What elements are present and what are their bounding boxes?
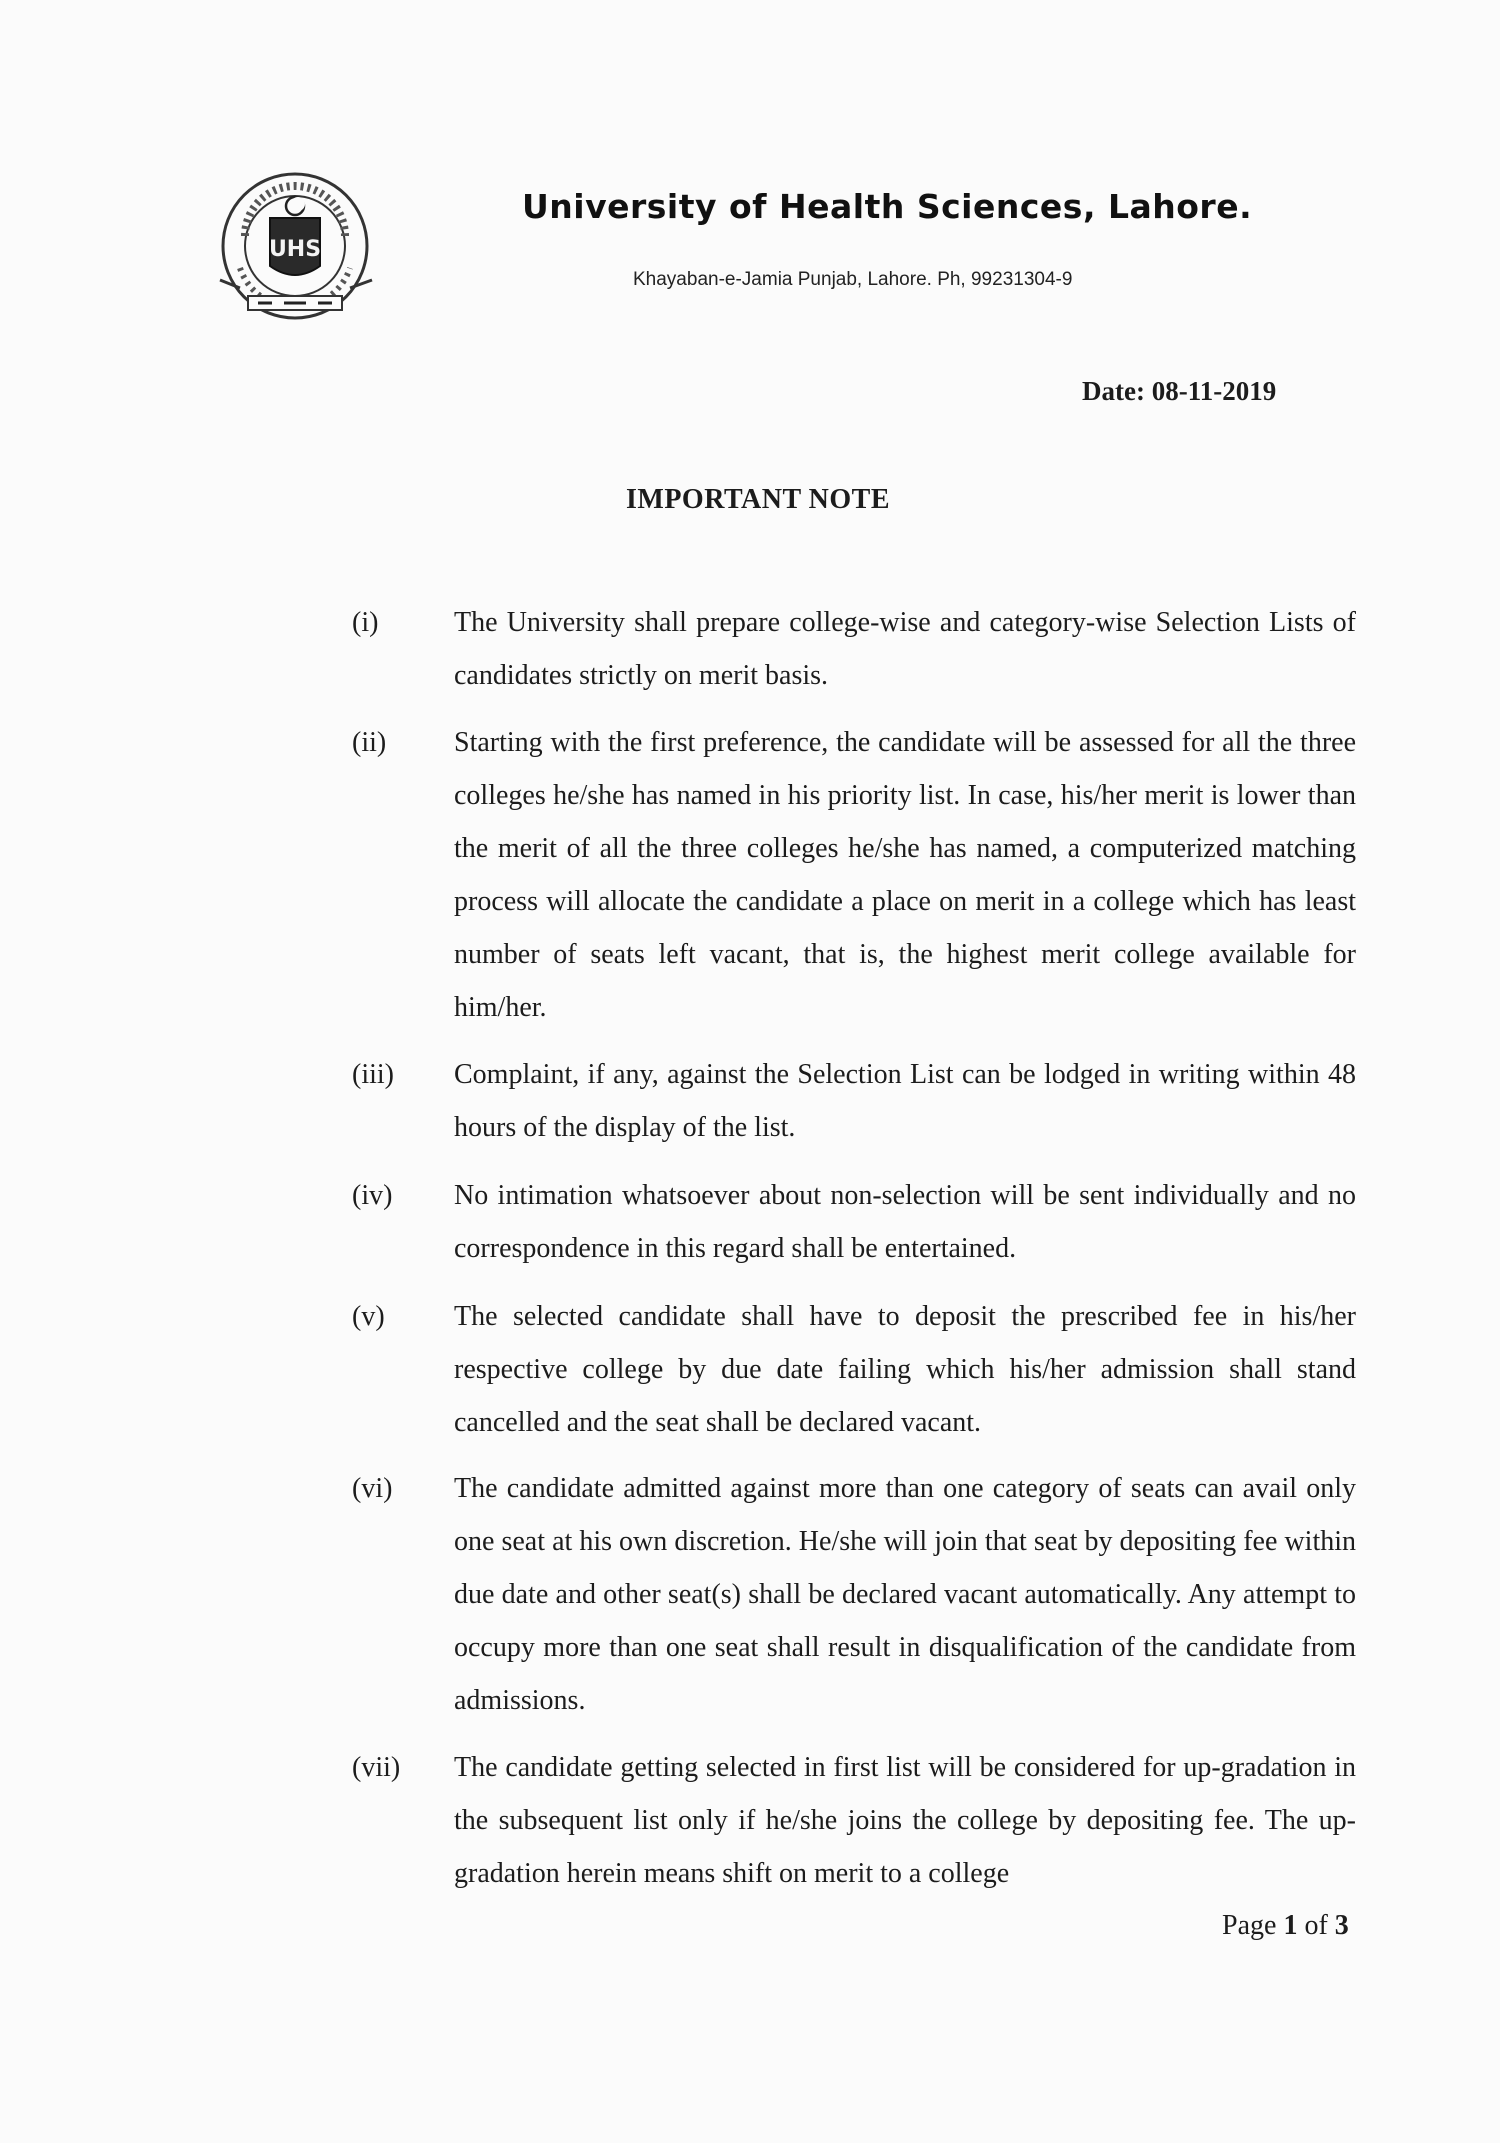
- note-text: Complaint, if any, against the Selection List can be lodged in writing within 48 hours of the display of the list.: [454, 1059, 1356, 1143]
- seal-monogram: UHS: [268, 237, 322, 262]
- note-text: The selected candidate shall have to deposit the prescribed fee in his/her respective college by due date failing which his/her admission shall stand cancelled and the seat shall be declared vacant.: [454, 1301, 1356, 1438]
- document-title: IMPORTANT NOTE: [626, 484, 891, 515]
- note-number: (ii): [352, 727, 387, 758]
- page-of-word: of: [1304, 1910, 1335, 1941]
- note-text: The candidate admitted against more than one category of seats can avail only one seat at his own discretion. He/she will join that seat by depositing fee within due date and other seat(s) shall be declared vacant automatically. Any attempt to occupy more than one seat shall result in disqualification of the candidate from admissions.: [454, 1473, 1356, 1716]
- university-seal-logo: [200, 168, 390, 328]
- university-address: Khayaban-e-Jamia Punjab, Lahore. Ph, 99231304-9: [633, 269, 1073, 290]
- note-number: (i): [352, 607, 379, 638]
- note-text: The candidate getting selected in first list will be considered for up-gradation in the subsequent list only if he/she joins the college by depositing fee. The up-gradation herein means shift on merit to a college: [454, 1752, 1356, 1889]
- page-total: 3: [1334, 1910, 1349, 1941]
- page-current: 1: [1283, 1910, 1298, 1941]
- note-number: (iii): [352, 1059, 394, 1090]
- university-name: University of Health Sciences, Lahore.: [522, 187, 1253, 226]
- note-text: Starting with the first preference, the candidate will be assessed for all the three colleges he/she has named in his priority list. In case, his/her merit is lower than the merit of all the three colleges he/she has named, a computerized matching process will allocate the candidate a place on merit in a college which has least number of seats left vacant, that is, the highest merit college available for him/her.: [454, 727, 1356, 1023]
- note-text: No intimation whatsoever about non-selection will be sent individually and no correspondence in this regard shall be entertained.: [454, 1180, 1356, 1264]
- note-number: (iv): [352, 1180, 393, 1211]
- page-word: Page: [1222, 1910, 1277, 1941]
- document-date: Date: 08-11-2019: [1082, 376, 1277, 406]
- note-text: The University shall prepare college-wise and category-wise Selection Lists of candidates strictly on merit basis.: [454, 607, 1356, 691]
- page-number: [1222, 1910, 1349, 1942]
- note-number: (vi): [352, 1473, 393, 1504]
- note-number: (v): [352, 1301, 385, 1332]
- note-number: (vii): [352, 1752, 401, 1783]
